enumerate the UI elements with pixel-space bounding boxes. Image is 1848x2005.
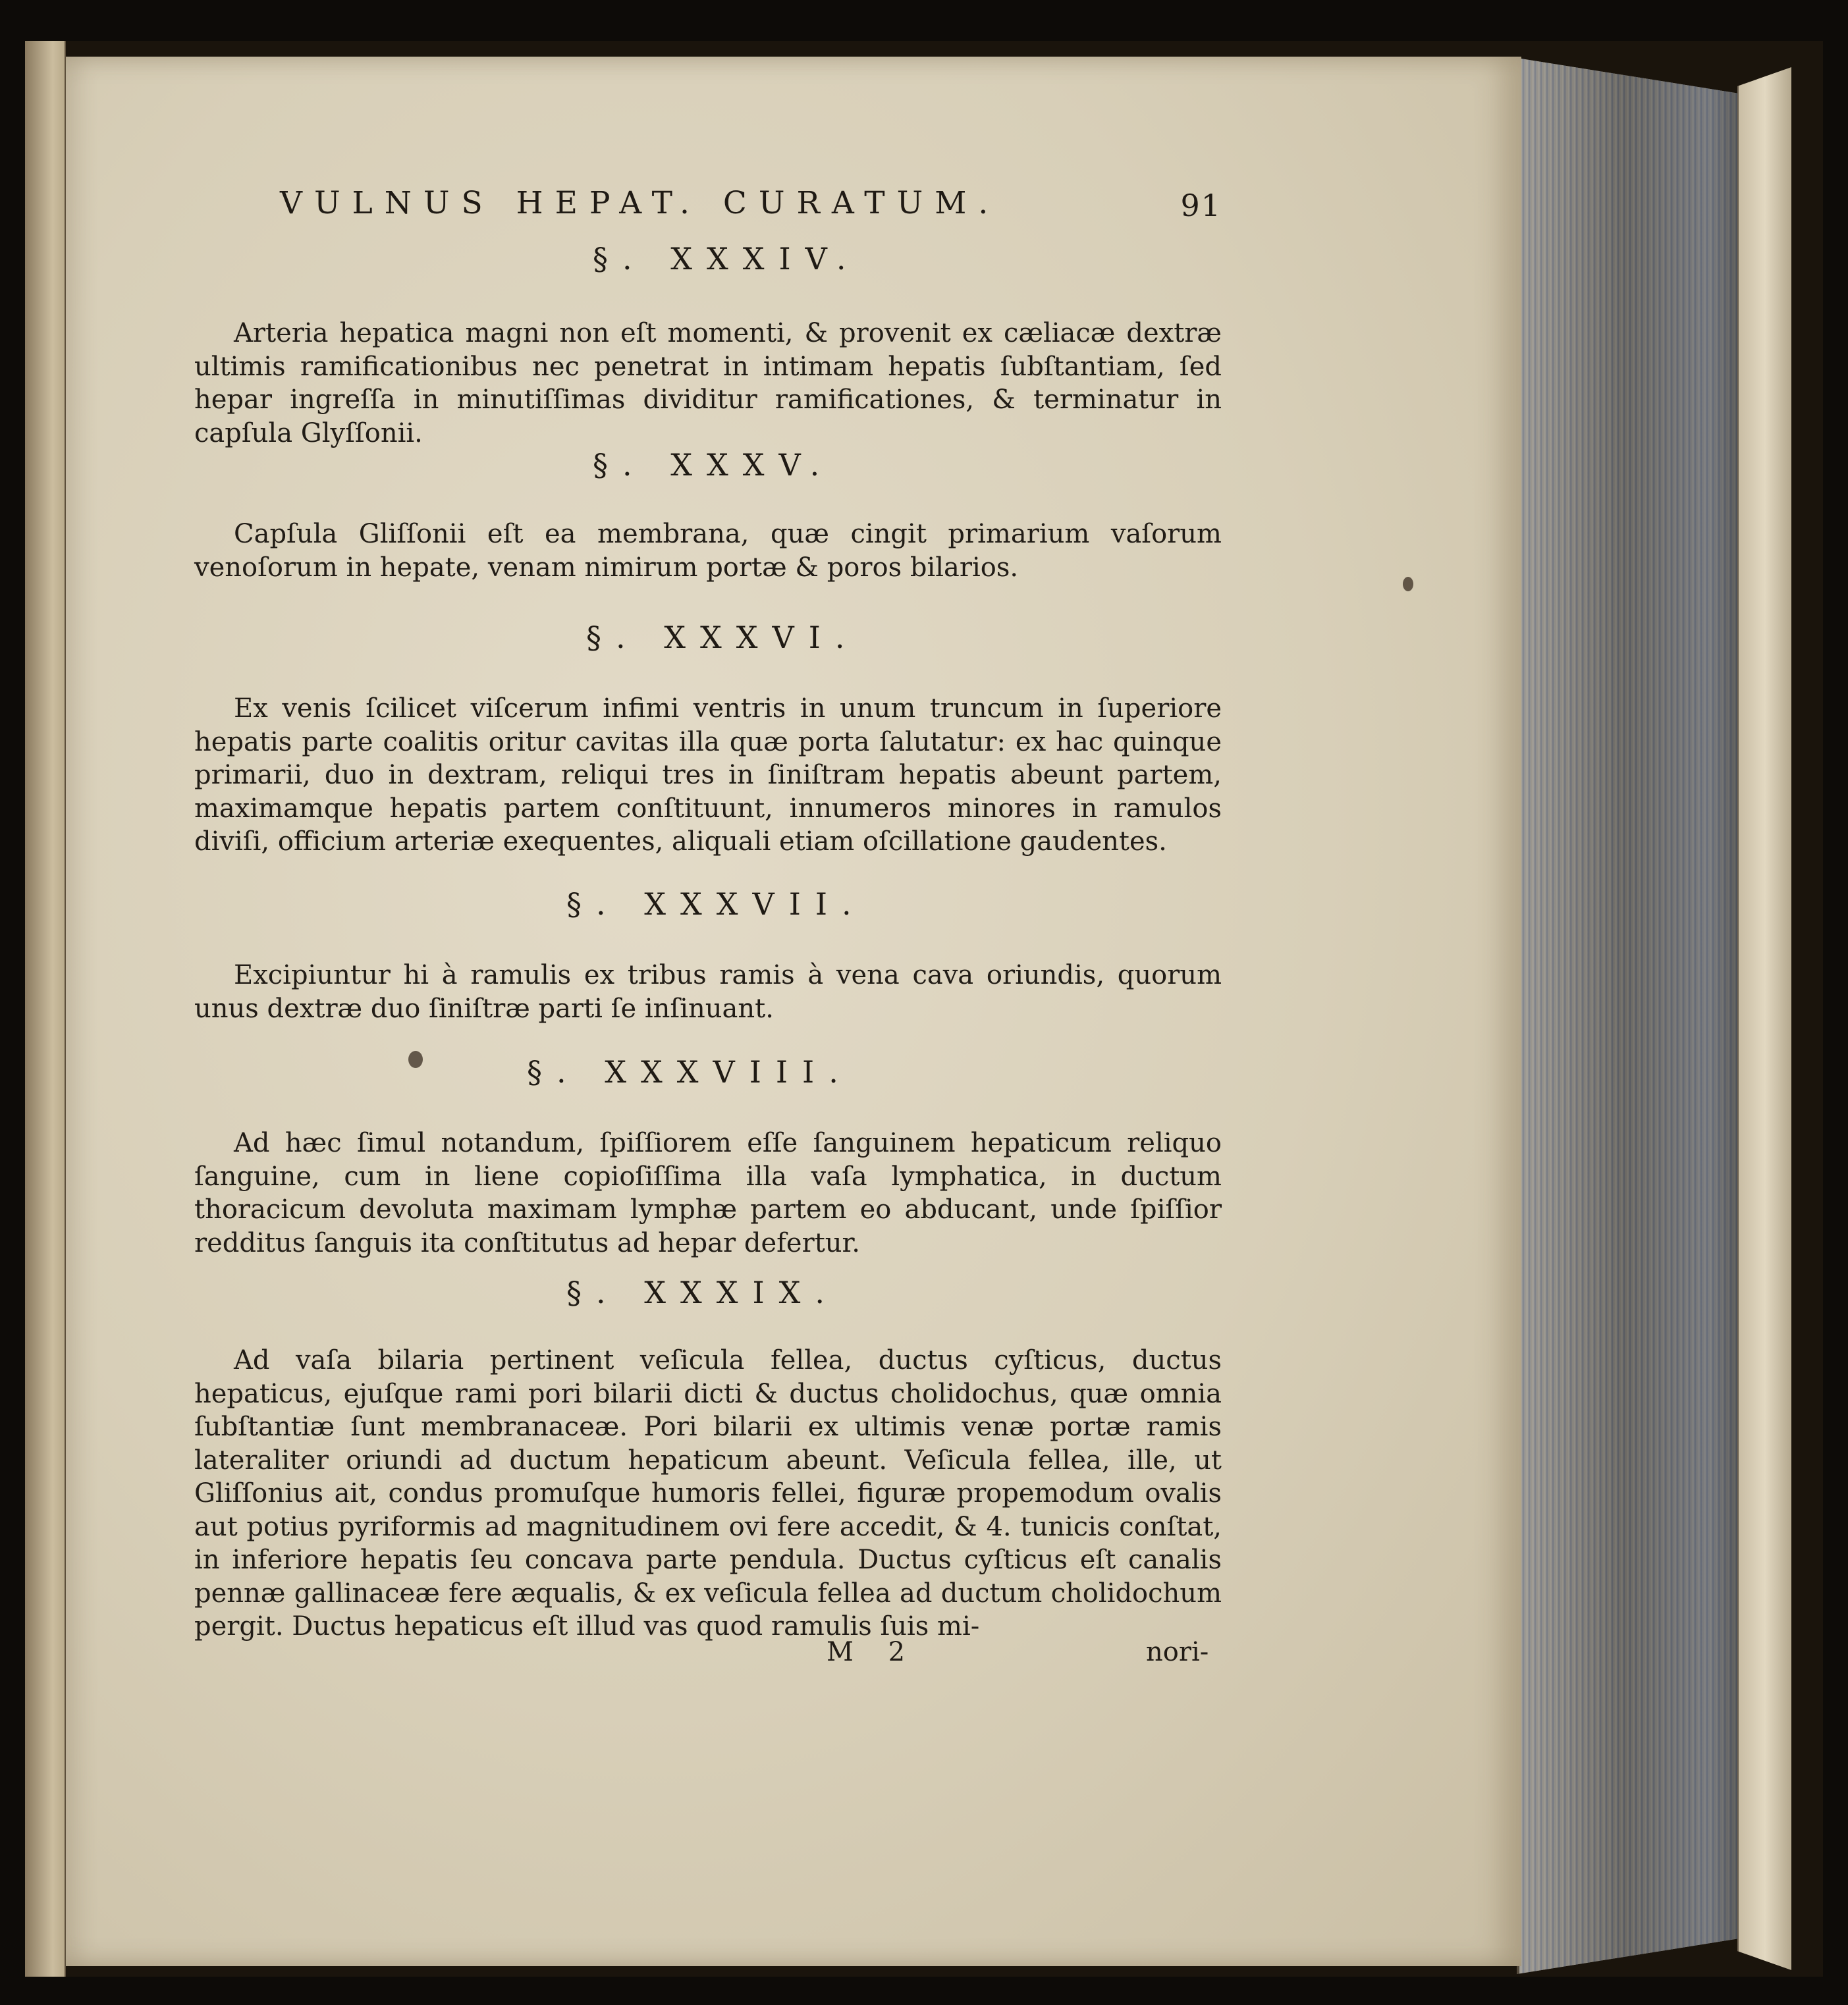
section-paragraph: [194, 1127, 1222, 1260]
paragraph-text: Ex venis ſcilicet viſcerum infimi ventris in unum truncum in ſuperiore hepatis parte coalitis oritur cavitas illa quæ porta ſalutatur: ex hac quinque primarii, duo in dextram, reliqui tres in ſiniſtram hepatis abeunt partem, maximamque hepatis partem conſtituunt, innumeros minores in ramulos diviſi, officium arteriæ exequentes, aliquali etiam oſcillatione gaudentes.: [194, 693, 1222, 857]
section-heading: §. XXXIV.: [593, 241, 861, 277]
section-paragraph: [194, 692, 1222, 859]
section-paragraph: [194, 1344, 1222, 1644]
scan-frame: [25, 41, 1823, 1977]
paragraph-text: Arteria hepatica magni non eſt momenti, & provenit ex cæliacæ dextræ ultimis ramificationibus nec penetrat in intimam hepatis ſubſtantiam, ſed hepar ingreſſa in minutiſſimas dividitur ramificationes, & terminatur in capſula Glyſſonii.: [194, 318, 1222, 448]
paragraph-text: Excipiuntur hi à ramulis ex tribus ramis à vena cava oriundis, quorum unus dextræ duo ſiniſtræ parti ſe inſinuant.: [194, 960, 1222, 1024]
book-page-edges: [1517, 58, 1756, 1974]
page-number: 91: [1180, 188, 1222, 223]
section-heading: §. XXXVII.: [566, 886, 866, 922]
catchword: nori-: [1146, 1637, 1209, 1667]
paragraph-text: Ad hæc ſimul notandum, ſpiſſiorem eſſe ſanguinem hepaticum reliquo ſanguine, cum in liene copioſiſſima illa vaſa lymphatica, in ductum thoracicum devoluta maximam lymphæ partem eo abducant, unde ſpiſſior redditus ſanguis ita conſtitutus ad hepar defertur.: [194, 1128, 1222, 1258]
ink-blot: [408, 1051, 423, 1068]
book-page: [66, 57, 1521, 1966]
section-paragraph: [194, 959, 1222, 1025]
section-heading: §. XXXIX.: [566, 1275, 840, 1310]
paragraph-text: Capſula Gliſſonii eſt ea membrana, quæ cingit primarium vaſorum venoſorum in hepate, venam nimirum portæ & poros bilarios.: [194, 519, 1222, 583]
running-head: VULNUS HEPAT. CURATUM.: [280, 185, 1000, 221]
section-heading: §. XXXVIII.: [527, 1054, 853, 1090]
book-cover-board: [1737, 67, 1791, 1970]
paragraph-text: Ad vaſa bilaria pertinent veſicula fellea, ductus cyſticus, ductus hepaticus, ejuſque rami pori bilarii dicti & ductus cholidochus, quæ omnia ſubſtantiæ ſunt membranaceæ. Pori bilarii ex ultimis venæ portæ ramis lateraliter oriundi ad ductum hepaticum abeunt. Veſicula fellea, ille, ut Gliſſonius ait, condus promuſque humoris fellei, figuræ propemodum ovalis aut potius pyriformis ad magnitudinem ovi fere accedit, & 4. tunicis conſtat, in inferiore hepatis ſeu concava parte pendula. Ductus cyſticus eſt canalis pennæ gallinaceæ fere æqualis, & ex veſicula fellea ad ductum cholidochum pergit. Ductus hepaticus eſt illud vas quod ramulis ſuis mi-: [194, 1345, 1222, 1642]
section-heading: §. XXXV.: [593, 447, 834, 483]
section-heading: §. XXXVI.: [586, 620, 859, 655]
section-paragraph: [194, 317, 1222, 450]
section-paragraph: [194, 518, 1222, 584]
ink-blot: [1403, 577, 1413, 591]
facing-page-edge: [25, 41, 66, 1977]
page-header: [280, 185, 1222, 244]
signature-mark: M 2: [827, 1637, 919, 1667]
